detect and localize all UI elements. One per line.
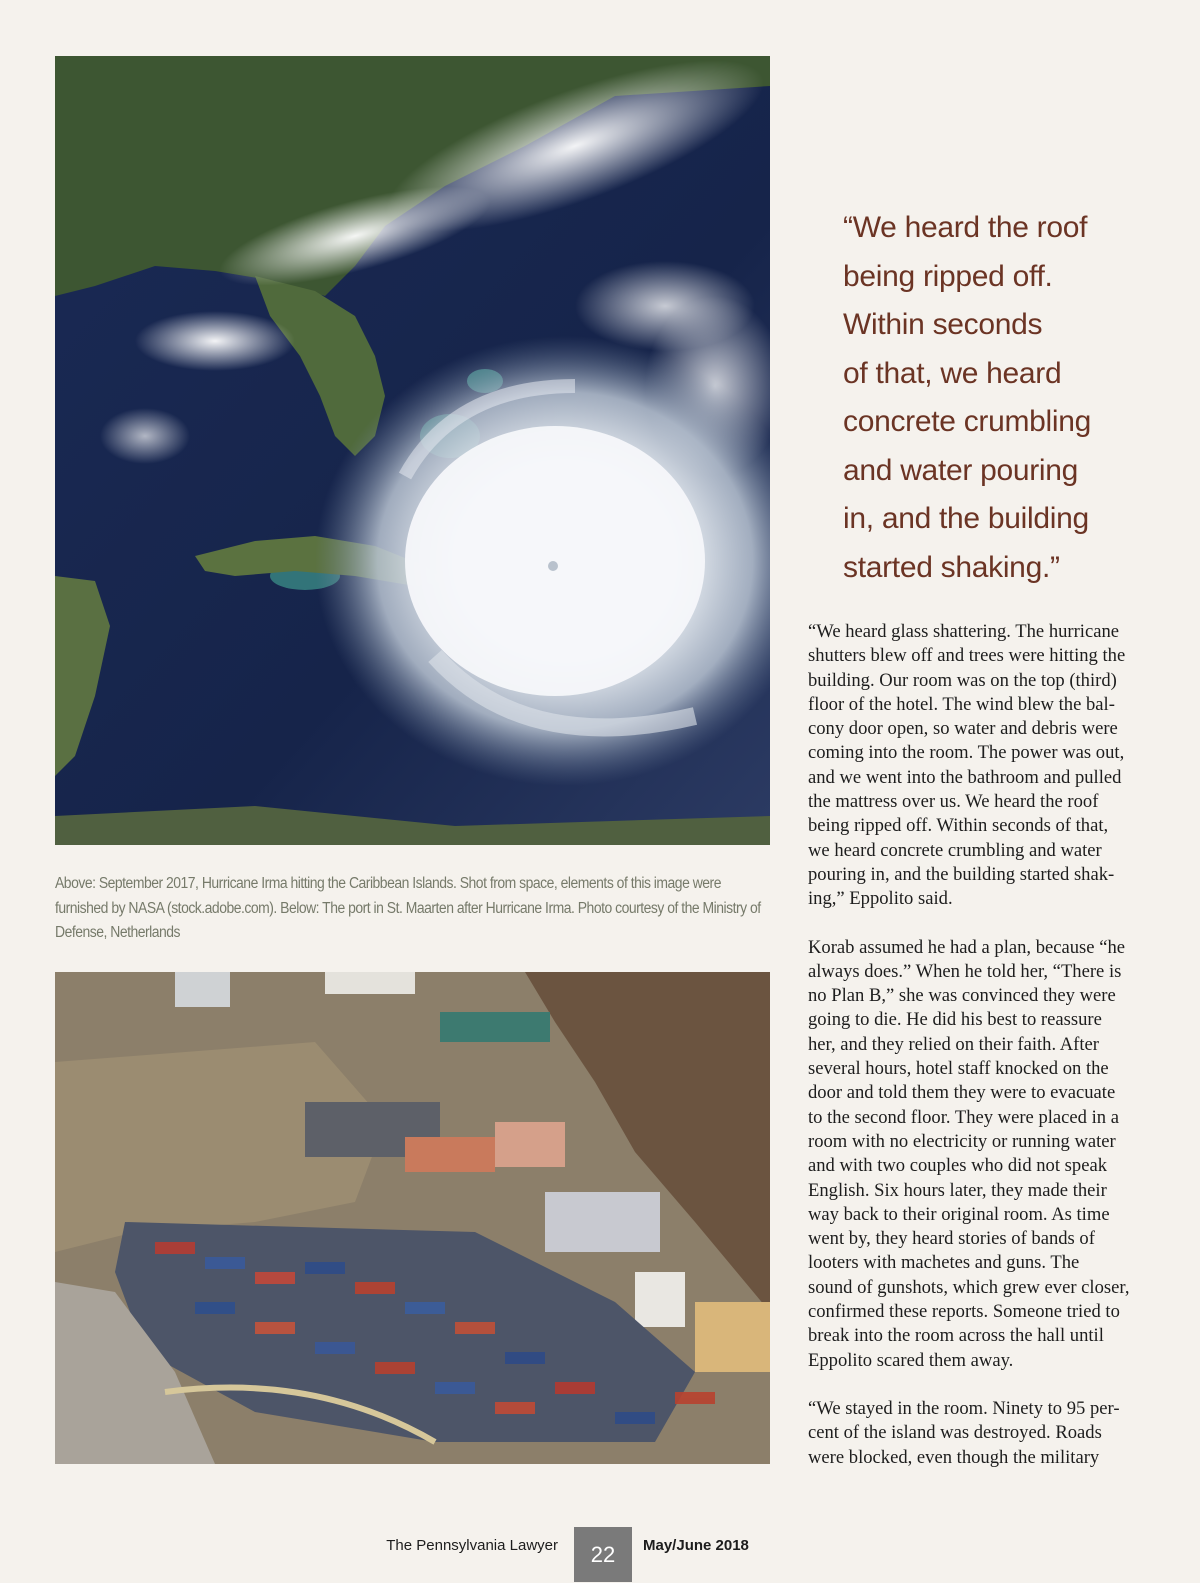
text-line: several hours, hotel staff knocked on the (808, 1058, 1109, 1080)
text-line: her, and they relied on their faith. After (808, 1033, 1099, 1055)
publication-name: The Pennsylvania Lawyer (386, 1537, 558, 1554)
pull-quote-line: started shaking.” (843, 550, 1060, 584)
text-line: way back to their original room. As time (808, 1203, 1110, 1225)
text-line: “We stayed in the room. Ninety to 95 per- (808, 1397, 1120, 1419)
paragraph-glass-shattering (808, 620, 1158, 912)
pull-quote-line: of that, we heard (843, 356, 1062, 390)
text-line: confirmed these reports. Someone tried to (808, 1301, 1120, 1323)
text-line: looters with machetes and guns. The (808, 1252, 1080, 1274)
text-line: door and told them they were to evacuate (808, 1082, 1116, 1104)
text-line: shutters blew off and trees were hitting the (808, 645, 1126, 667)
text-line: always does.” When he told her, “There is (808, 960, 1122, 982)
port-aerial-image (55, 972, 770, 1464)
text-line: break into the room across the hall until (808, 1325, 1104, 1347)
st-maarten-port-photo (55, 972, 770, 1464)
pull-quote-line: Within seconds (843, 308, 1043, 341)
page-number: 22 (574, 1527, 632, 1582)
paragraph-korab-plan (808, 936, 1158, 1373)
pull-quote-line: being ripped off. (843, 259, 1053, 293)
hurricane-satellite-image (55, 56, 770, 845)
text-line: ing,” Eppolito said. (808, 888, 953, 910)
text-line: to the second floor. They were placed in a (808, 1106, 1119, 1128)
text-line: sound of gunshots, which grew ever closer, (808, 1276, 1130, 1298)
text-line: went by, they heard stories of bands of (808, 1228, 1095, 1250)
text-line: cony door open, so water and debris were (808, 718, 1118, 740)
text-line: room with no electricity or running water (808, 1130, 1116, 1152)
text-line: floor of the hotel. The wind blew the bal- (808, 693, 1115, 715)
text-line: English. Six hours later, they made their (808, 1179, 1107, 1201)
text-line: “We heard glass shattering. The hurricane (808, 621, 1120, 642)
pull-quote (843, 204, 1173, 592)
text-line: cent of the island was destroyed. Roads (808, 1422, 1102, 1444)
text-line: building. Our room was on the top (third) (808, 669, 1117, 691)
text-line: pouring in, and the building started shak- (808, 863, 1115, 885)
page-footer (0, 1527, 1200, 1583)
issue-date: May/June 2018 (643, 1537, 749, 1554)
pull-quote-line: concrete crumbling (843, 405, 1092, 438)
pull-quote-line: in, and the building (843, 502, 1089, 535)
text-line: being ripped off. Within seconds of that, (808, 815, 1109, 837)
article-body (808, 620, 1158, 1494)
text-line: were blocked, even though the military (808, 1446, 1100, 1468)
text-line: and with two couples who did not speak (808, 1155, 1108, 1177)
text-line: Eppolito scared them away. (808, 1349, 1014, 1371)
paragraph-stayed-in-room (808, 1397, 1158, 1470)
photo-caption: Above: September 2017, Hurricane Irma hitting the Caribbean Islands. Shot from space, elements of this image were furnished by NASA (stock.adobe.com). Below: The port in St. Maarten after Hurricane Irma. Photo courtesy of the Ministry of Defense, Netherlands (55, 875, 761, 941)
text-line: Korab assumed he had a plan, because “he (808, 936, 1125, 958)
text-line: we heard concrete crumbling and water (808, 839, 1102, 861)
pull-quote-line: “We heard the roof (843, 211, 1088, 244)
pull-quote-line: and water pouring (843, 453, 1079, 487)
hurricane-irma-satellite-photo (55, 56, 770, 845)
text-line: going to die. He did his best to reassure (808, 1009, 1102, 1031)
text-line: and we went into the bathroom and pulled (808, 766, 1122, 788)
text-line: coming into the room. The power was out, (808, 742, 1125, 764)
text-line: the mattress over us. We heard the roof (808, 791, 1099, 813)
text-line: no Plan B,” she was convinced they were (808, 985, 1116, 1007)
